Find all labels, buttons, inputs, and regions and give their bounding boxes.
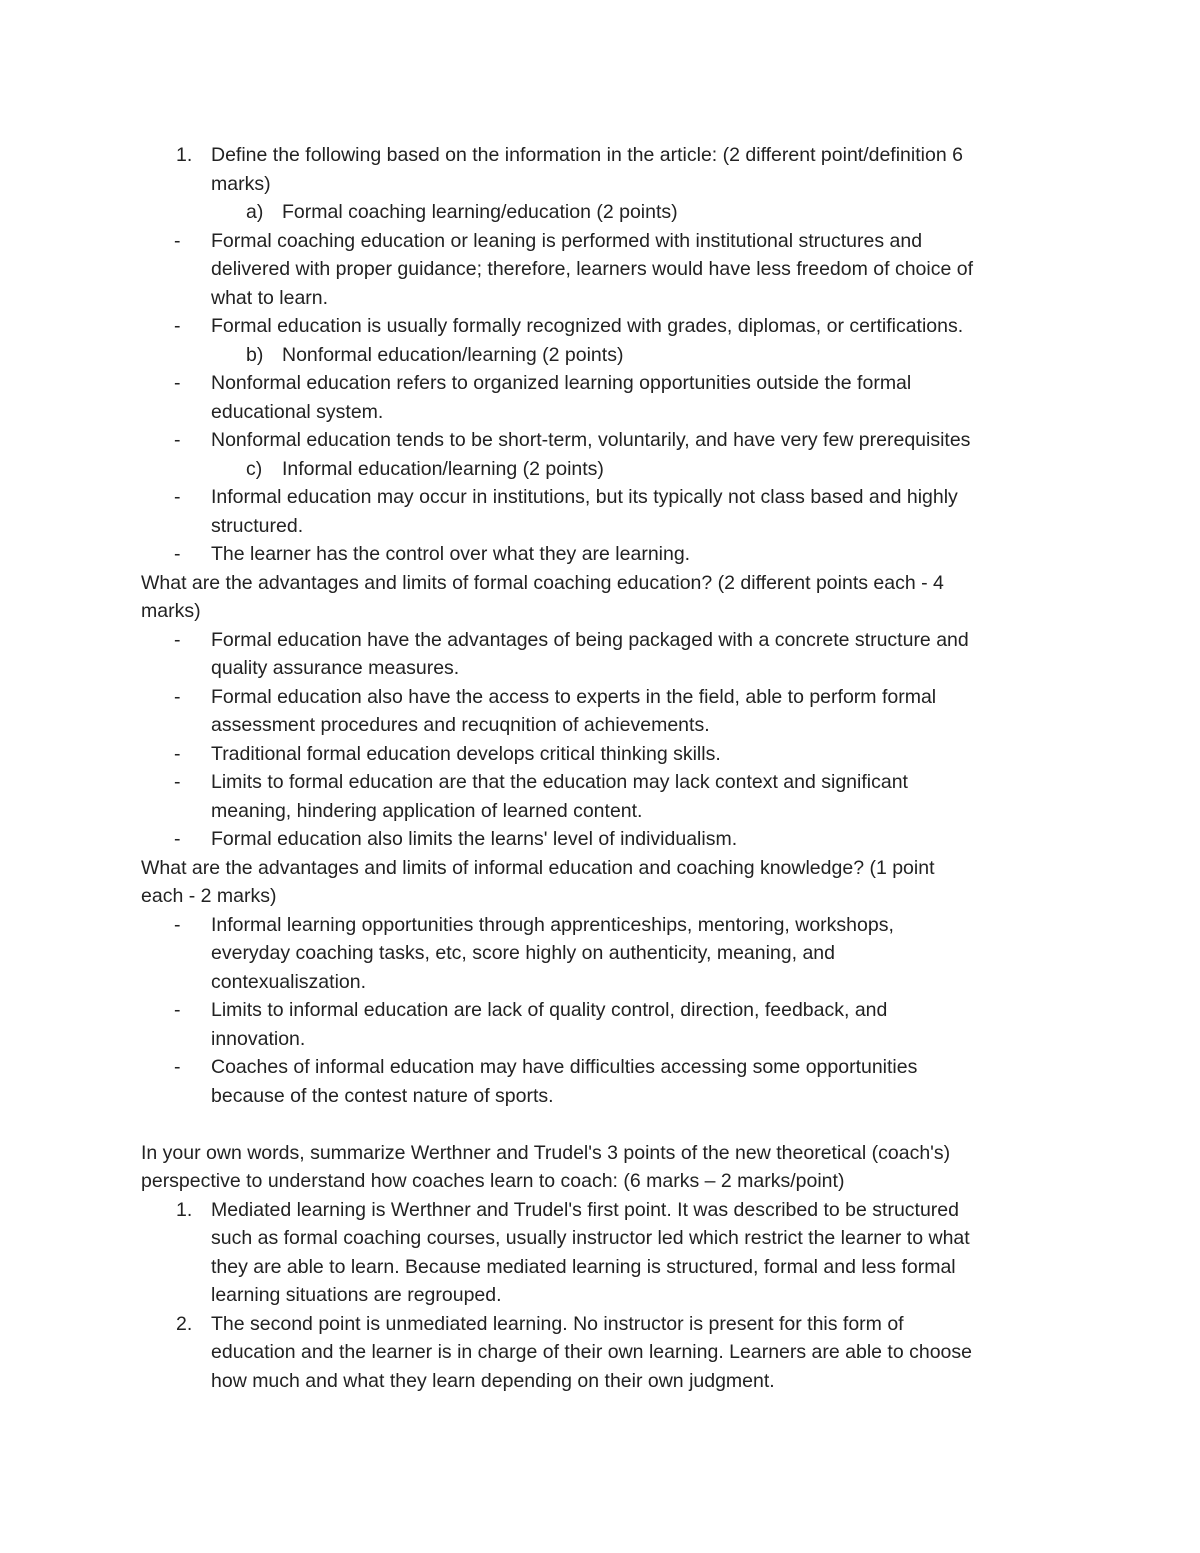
list-marker: - [174,372,181,394]
list-marker: b) [246,343,264,366]
text-line: Nonformal education tends to be short-term, voluntarily, and have very few prerequisites [211,429,971,451]
text-line: Coaches of informal education may have difficulties accessing some opportunities [211,1056,918,1078]
list-marker: - [174,429,181,451]
text-line: how much and what they learn depending on their own judgment. [211,1369,775,1392]
text-line: marks) [211,172,271,195]
list-marker: 1. [176,1198,193,1221]
list-marker: - [174,771,181,793]
text-line: Formal coaching learning/education (2 points) [282,201,678,223]
text-line: perspective to understand how coaches learn to coach: (6 marks – 2 marks/point) [141,1170,845,1192]
text-line: meaning, hindering application of learned content. [211,799,643,822]
list-marker: - [174,828,181,850]
text-line: educational system. [211,400,384,423]
text-line: Formal education is usually formally recognized with grades, diplomas, or certifications. [211,315,964,337]
text-line: each - 2 marks) [141,885,277,907]
text-line: everyday coaching tasks, etc, score highly on authenticity, meaning, and [211,942,835,964]
text-line: delivered with proper guidance; therefore, learners would have less freedom of choice of [211,258,974,280]
text-line: assessment procedures and recuqnition of achievements. [211,714,710,736]
text-line: what to learn. [211,286,329,309]
text-line: learning situations are regrouped. [211,1284,502,1306]
text-line: Define the following based on the information in the article: (2 different point/definition 6 [211,144,963,166]
text-line: because of the contest nature of sports. [211,1084,554,1107]
list-marker: - [174,742,181,765]
text-line: Informal learning opportunities through apprenticeships, mentoring, workshops, [211,913,894,936]
text-line: Informal education may occur in institutions, but its typically not class based and highly [211,486,958,508]
text-line: What are the advantages and limits of informal education and coaching knowledge? (1 point [141,856,935,879]
list-marker: 1. [176,144,193,166]
list-marker: - [174,913,181,936]
text-line: What are the advantages and limits of formal coaching education? (2 different points each - 4 [141,571,944,594]
list-marker: - [174,315,181,337]
list-marker: 2. [176,1312,193,1335]
text-line: education and the learner is in charge of their own learning. Learners are able to choose [211,1341,972,1363]
text-line: structured. [211,514,304,537]
list-marker: - [174,486,181,508]
list-marker: c) [246,457,263,480]
text-line: Traditional formal education develops critical thinking skills. [211,742,721,765]
text-line: they are able to learn. Because mediated learning is structured, formal and less formal [211,1255,956,1278]
text-line: Formal education also limits the learns' level of individualism. [211,828,738,850]
list-marker: - [174,1056,181,1078]
text-line: The learner has the control over what they are learning. [211,543,691,565]
text-line: contexualiszation. [211,970,367,993]
text-line: Nonformal education/learning (2 points) [282,343,624,366]
text-line: Formal education have the advantages of being packaged with a concrete structure and [211,628,969,651]
text-line: Nonformal education refers to organized learning opportunities outside the formal [211,372,912,394]
text-line: The second point is unmediated learning. No instructor is present for this form of [211,1312,904,1335]
text-line: Limits to formal education are that the education may lack context and significant [211,771,908,793]
text-line: Formal coaching education or leaning is performed with institutional structures and [211,229,923,252]
list-marker: - [174,999,181,1021]
text-line: Informal education/learning (2 points) [282,457,604,480]
list-marker: - [174,628,181,651]
text-line: Formal education also have the access to experts in the field, able to perform formal [211,685,937,708]
list-marker: - [174,685,181,708]
text-line: Mediated learning is Werthner and Trudel's first point. It was described to be structured [211,1198,959,1221]
text-line: quality assurance measures. [211,657,460,679]
text-line: such as formal coaching courses, usually instructor led which restrict the learner to what [211,1227,970,1249]
text-line: marks) [141,600,201,622]
list-marker: - [174,543,181,565]
list-marker: a) [246,201,264,223]
text-line: innovation. [211,1027,306,1050]
text-line: In your own words, summarize Werthner and Trudel's 3 points of the new theoretical (coach's) [141,1141,951,1164]
text-line: Limits to informal education are lack of quality control, direction, feedback, and [211,999,888,1021]
list-marker: - [174,229,181,252]
